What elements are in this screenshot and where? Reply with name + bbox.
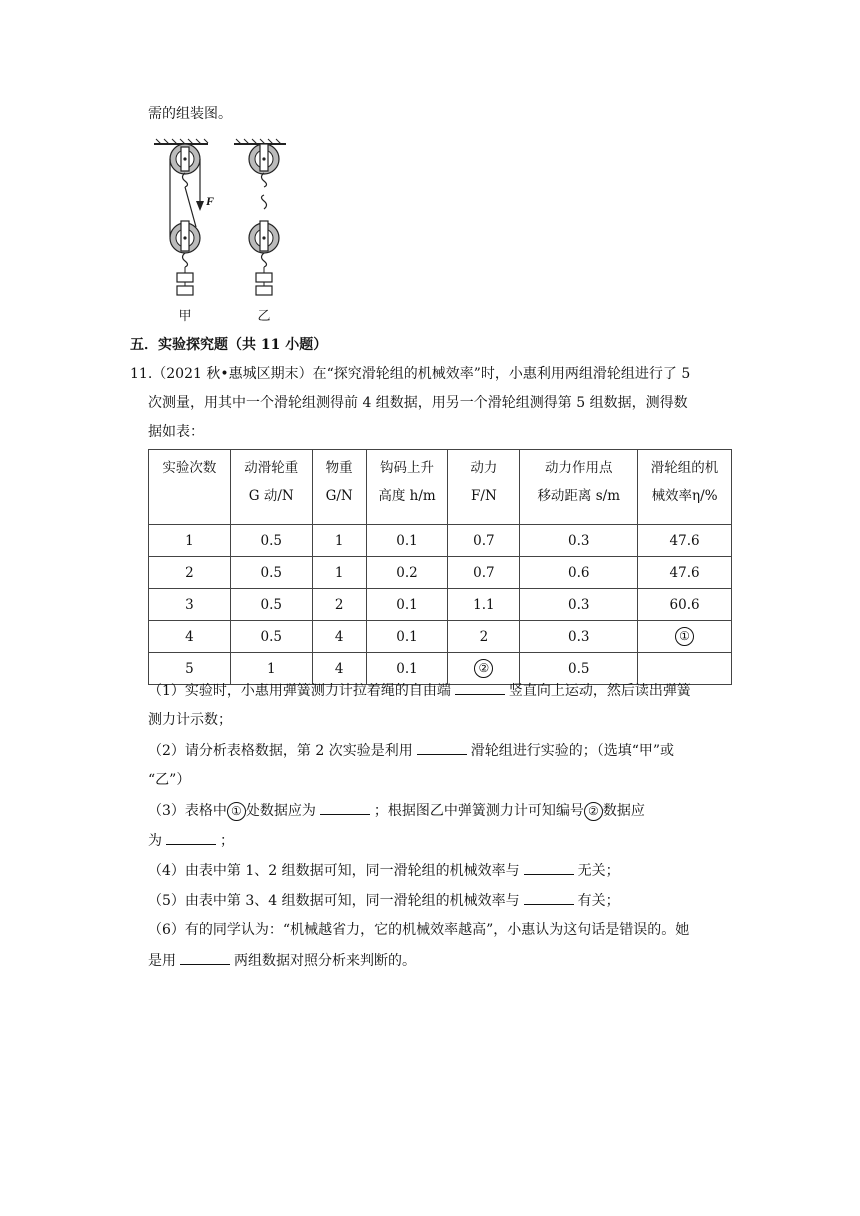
table-cell: 0.5 [230,589,312,621]
part-3-text-f: ； [220,833,234,849]
table-row [149,525,732,557]
part-6-line-2 [148,950,416,971]
ceiling-right [234,139,286,144]
table-cell: 1 [230,653,312,685]
table-cell: 4 [312,621,366,653]
part-1-line-1 [148,680,691,701]
table-cell: 0.5 [230,525,312,557]
circled-number-1: ① [675,627,694,646]
part-3-line-1 [148,800,645,821]
fixed-pulley-right [249,144,279,187]
part-6-line-1: （6）有的同学认为：“机械越省力，它的机械效率越高”，小惠认为这句话是错误的。她 [148,922,690,938]
pulley-diagram [150,135,290,330]
table-header-cell: 物重 G/N [312,450,366,525]
table-cell: 47.6 [638,525,732,557]
table-cell: 0.1 [366,525,448,557]
table-cell: 1 [312,525,366,557]
part-4-text-b: 无关； [577,863,620,879]
label-yi: 乙 [257,309,271,324]
part-1-text-a: （1）实验时，小惠用弹簧测力计拉着绳的自由端 [148,683,451,699]
part-6-text-b: 是用 [148,953,176,969]
part-4-text-a: （4）由表中第 1、2 组数据可知，同一滑轮组的机械效率与 [148,863,520,879]
part-2-text-b: 滑轮组进行实验的；（选填“甲”或 [470,743,675,759]
answer-blank-4[interactable] [166,830,216,845]
table-cell: 0.2 [366,557,448,589]
table-cell: 0.1 [366,589,448,621]
question-line-1: 11.（2021 秋•惠城区期末）在“探究滑轮组的机械效率”时，小惠利用两组滑轮组进行了 5 [130,366,691,382]
part-2-text-a: （2）请分析表格数据，第 2 次实验是利用 [148,743,413,759]
part-1-line-2: 测力计示数； [148,712,232,728]
table-row [149,621,732,653]
part-2-line-1 [148,740,674,761]
table-cell: 4 [312,653,366,685]
part-5-text-a: （5）由表中第 3、4 组数据可知，同一滑轮组的机械效率与 [148,893,520,909]
table-cell: 0.1 [366,653,448,685]
table-cell: 1.1 [448,589,520,621]
part-3-text-e: 为 [148,833,162,849]
force-arrow [196,201,204,211]
movable-pulley-right [249,195,279,267]
section-title: 五．实验探究题（共 11 小题） [130,337,328,353]
label-jia: 甲 [178,309,192,324]
table-cell: 3 [149,589,231,621]
part-1-text-b: 竖直向上运动，然后读出弹簧 [508,683,691,699]
table-cell: 1 [312,557,366,589]
table-cell: 0.5 [520,653,638,685]
part-2-line-2: “乙”） [148,772,191,788]
table-cell [638,621,732,653]
weights-left [177,267,193,295]
part-3-text-d: 数据应 [602,803,645,819]
question-line-3: 据如表： [148,424,204,440]
answer-blank-5[interactable] [524,860,574,875]
intro-text: 需的组装图。 [148,106,232,122]
table-cell: 0.3 [520,525,638,557]
table-cell: 1 [149,525,231,557]
part-6-text-c: 两组数据对照分析来判断的。 [234,953,416,969]
table-cell: 0.6 [520,557,638,589]
table-header-cell: 动力作用点 移动距离 s/m [520,450,638,525]
part-3-line-2 [148,830,234,851]
fixed-pulley-left [170,144,200,187]
table-header-cell: 滑轮组的机 械效率η/% [638,450,732,525]
table-cell: 0.1 [366,621,448,653]
movable-pulley-left [170,221,200,267]
table-header-cell: 动力 F/N [448,450,520,525]
weights-right [256,267,272,295]
table-cell: 0.5 [230,621,312,653]
data-table [148,449,732,685]
part-5-text-b: 有关； [577,893,620,909]
ceiling-left [154,139,208,144]
answer-blank-2[interactable] [417,740,467,755]
circled-number-2: ② [474,659,493,678]
table-row [149,557,732,589]
answer-blank-6[interactable] [524,890,574,905]
table-cell: 0.7 [448,557,520,589]
table-cell: 0.5 [230,557,312,589]
part-3-text-b: 处数据应为 [245,803,316,819]
table-cell: 5 [149,653,231,685]
part-4-line [148,860,620,881]
part-3-text-a: （3）表格中 [148,803,227,819]
table-cell: 2 [149,557,231,589]
table-header-row [149,450,732,525]
table-cell: 2 [312,589,366,621]
table-cell: 0.3 [520,621,638,653]
circled-number-2: ② [584,802,603,821]
table-cell: 0.7 [448,525,520,557]
answer-blank-1[interactable] [455,680,505,695]
table-cell: 47.6 [638,557,732,589]
question-line-2: 次测量，用其中一个滑轮组测得前 4 组数据，用另一个滑轮组测得第 5 组数据，测得数 [148,395,688,411]
table-cell: 2 [448,621,520,653]
circled-number-1: ① [227,802,246,821]
part-5-line [148,890,620,911]
answer-blank-7[interactable] [180,950,230,965]
part-3-text-c: ；根据图乙中弹簧测力计可知编号 [373,803,584,819]
table-header-cell: 动滑轮重 G 动/N [230,450,312,525]
table-header-cell: 实验次数 [149,450,231,525]
table-row [149,589,732,621]
table-cell: 0.3 [520,589,638,621]
answer-blank-3[interactable] [320,800,370,815]
table-cell: 60.6 [638,589,732,621]
table-cell: 4 [149,621,231,653]
table-header-cell: 钩码上升 高度 h/m [366,450,448,525]
force-label: F [206,194,215,208]
